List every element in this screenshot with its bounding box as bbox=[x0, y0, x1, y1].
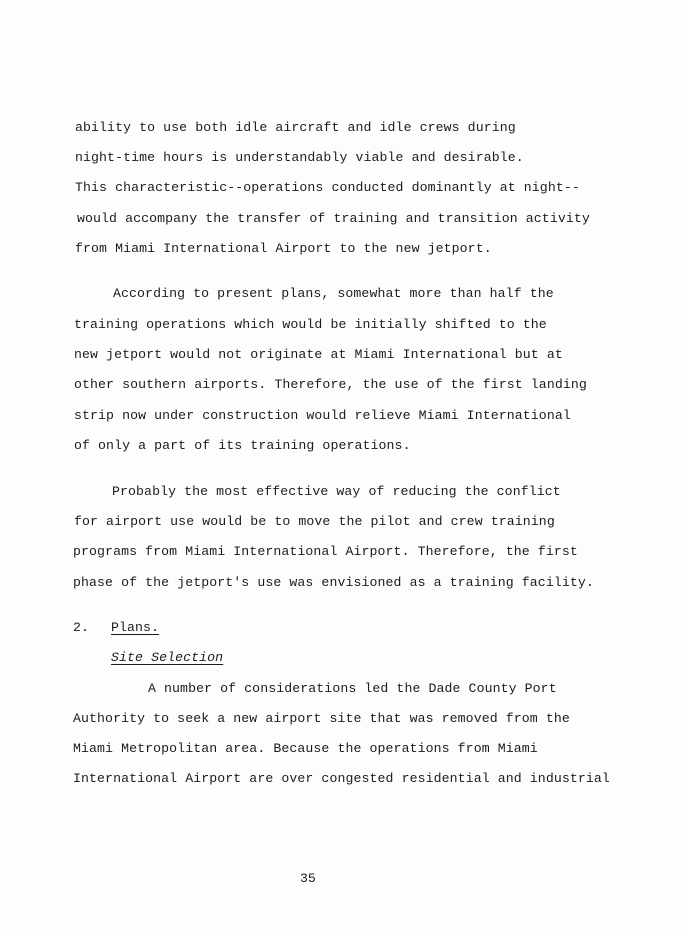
paragraph-2-line-1: According to present plans, somewhat more than half the bbox=[113, 286, 554, 301]
paragraph-4-line-2: Authority to seek a new airport site that was removed from the bbox=[73, 711, 570, 726]
paragraph-1-line-3: This characteristic--operations conducted dominantly at night-- bbox=[75, 180, 580, 195]
paragraph-4-line-4: International Airport are over congested residential and industrial bbox=[73, 771, 610, 786]
paragraph-1-line-4: would accompany the transfer of training and transition activity bbox=[77, 211, 590, 226]
paragraph-4-line-3: Miami Metropolitan area. Because the operations from Miami bbox=[73, 741, 538, 756]
section-number: 2. bbox=[73, 620, 90, 635]
paragraph-2-line-6: of only a part of its training operations. bbox=[74, 438, 411, 453]
paragraph-1-line-1: ability to use both idle aircraft and idle crews during bbox=[75, 120, 516, 135]
page-number: 35 bbox=[300, 871, 316, 886]
paragraph-4-line-1: A number of considerations led the Dade County Port bbox=[148, 681, 557, 696]
paragraph-1-line-5: from Miami International Airport to the new jetport. bbox=[75, 241, 492, 256]
paragraph-3-line-1: Probably the most effective way of reducing the conflict bbox=[112, 484, 561, 499]
paragraph-1-line-2: night-time hours is understandably viable and desirable. bbox=[75, 150, 524, 165]
paragraph-3-line-3: programs from Miami International Airport. Therefore, the first bbox=[73, 544, 578, 559]
paragraph-2-line-5: strip now under construction would relieve Miami International bbox=[74, 408, 571, 423]
paragraph-2-line-3: new jetport would not originate at Miami International but at bbox=[74, 347, 563, 362]
paragraph-2-line-2: training operations which would be initially shifted to the bbox=[74, 317, 547, 332]
section-subtitle: Site Selection bbox=[111, 650, 224, 665]
paragraph-2-line-4: other southern airports. Therefore, the use of the first landing bbox=[74, 377, 587, 392]
paragraph-3-line-2: for airport use would be to move the pilot and crew training bbox=[74, 514, 555, 529]
paragraph-3-line-4: phase of the jetport's use was envisioned as a training facility. bbox=[73, 575, 594, 590]
section-title: Plans. bbox=[111, 620, 160, 635]
